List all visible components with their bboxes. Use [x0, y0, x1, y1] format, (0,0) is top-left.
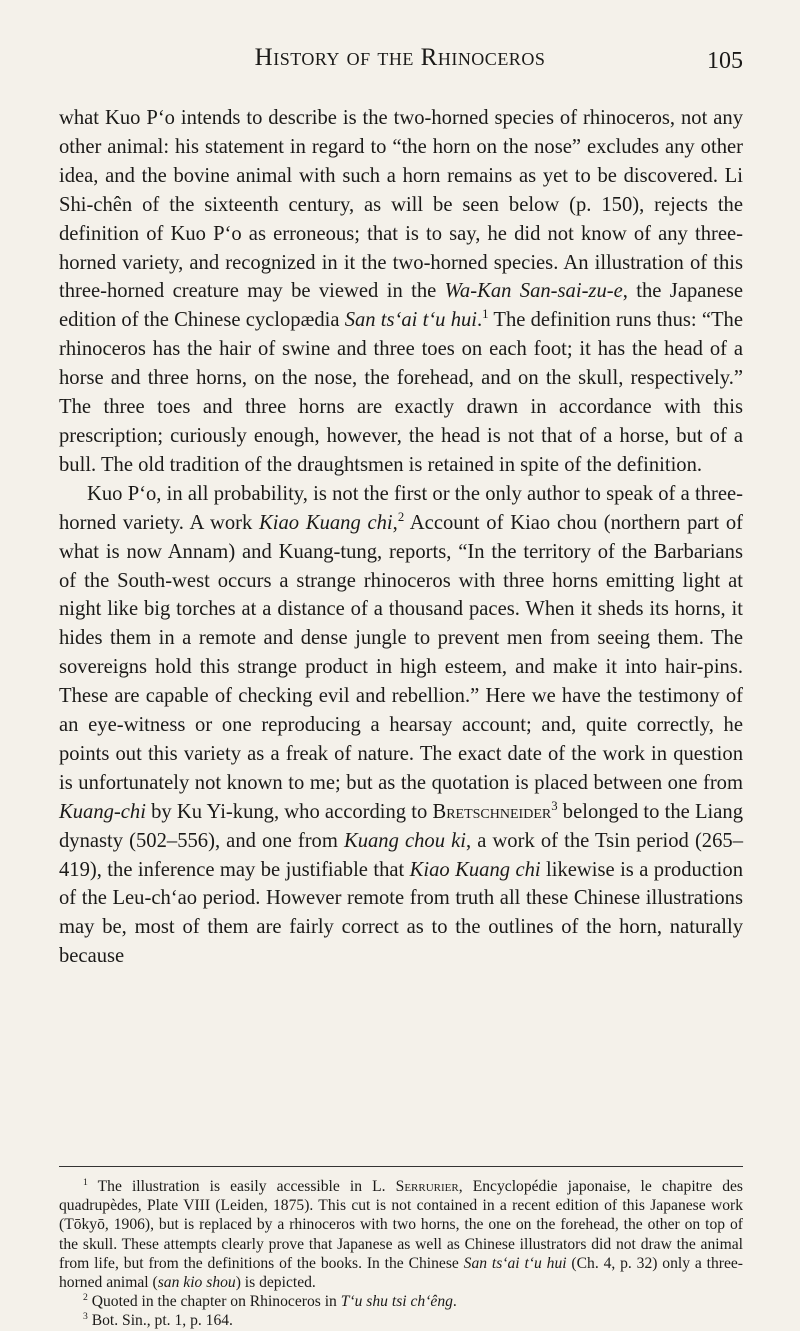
page-number: 105: [707, 48, 743, 74]
running-title: History of the Rhinoceros: [254, 44, 546, 71]
footnote-rule: [59, 1166, 743, 1167]
footnote: $^3$ Bot. Sin., pt. 1, p. 164.: [83, 1311, 233, 1330]
footnotes: [59, 1177, 743, 1331]
paragraph: what Kuo P‘o intends to describe is the two-horned species of rhinoceros, not any other animal: his statement in regard to “the horn on the nose” excludes any other idea, and the bovine animal with such a horn remains as yet to be discovered. Li Shi-chên of the sixteenth century, as will be seen below (p. 150), rejects the definition of Kuo P‘o as erroneous; that is to say, he did not know of any three-horned variety, and recognized in it the two-horned species. An illustration of this three-horned creature may be viewed in the Wa-Kan San-sai-zu-e, the Japanese edition of the Chinese cyclopædia San ts‘ai t‘u hui.$^1$ The definition runs thus: “The rhinoceros has the hair of swine and three toes on each foot; it has the head of a horse and three horns, on the nose, the forehead, and on the skull, respectively.” The three toes and three horns are exactly drawn in accordance with this prescription; curiously enough, however, the head is not that of a horse, but of a bull. The old tradition of the draughtsmen is retained in spite of the definition.: [59, 107, 743, 476]
paragraph: Kuo P‘o, in all probability, is not the first or the only author to speak of a three-horned variety. A work Kiao Kuang chi,$^2$ Account of Kiao chou (northern part of what is now Annam) and Kuang-tung, reports, “In the territory of the Barbarians of the South-west occurs a strange rhinoceros with three horns emitting light at night like big torches at a distance of a thousand paces. When it sheds its horns, it hides them in a remote and dense jungle to prevent men from seeing them. The sovereigns hold this strange product in high esteem, and make it into hair-pins. These are capable of checking evil and rebellion.” Here we have the testimony of an eye-witness or one reproducing a hearsay account; and, quite correctly, he points out this variety as a freak of nature. The exact date of the work in question is unfortunately not known to me; but as the quotation is placed between one from Kuang-chi by Ku Yi-kung, who according to Bretschneider$^3$ belonged to the Liang dynasty (502–556), and one from Kuang chou ki, a work of the Tsin period (265–419), the inference may be justifiable that Kiao Kuang chi likewise is a production of the Leu-ch‘ao period. However remote from truth all these Chinese illustrations may be, most of them are fairly correct as to the outlines of the horn, naturally because: [59, 482, 743, 968]
body-text: [59, 104, 743, 971]
page-header: [0, 44, 800, 84]
footnote: $^2$ Quoted in the chapter on Rhinoceros in T‘u shu tsi ch‘êng.: [83, 1292, 457, 1311]
footnote: $^1$ The illustration is easily accessible in L. Serrurier, Encyclopédie japonaise, le chapitre des quadrupèdes, Plate VIII (Leiden, 1875). This cut is not contained in a recent edition of this Japanese work (Tōkyō, 1906), but is replaced by a rhinoceros with two horns, the one on the forehead, the other on top of the skull. These attempts clearly prove that Japanese as well as Chinese illustrators did not draw the animal from life, but from the definitions of the books. In the Chinese San ts‘ai t‘u hui (Ch. 4, p. 32) only a three-horned animal (san kio shou) is depicted.: [59, 1176, 744, 1292]
